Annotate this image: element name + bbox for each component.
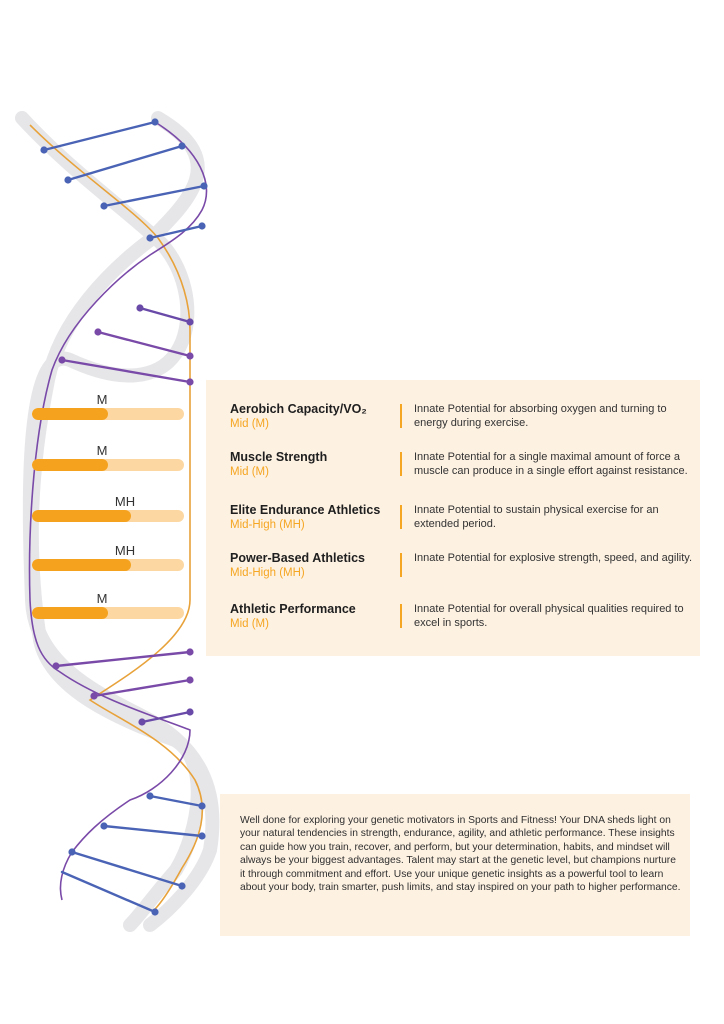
level-bar-fill [32, 408, 108, 420]
trait-name: Power-Based Athletics [230, 551, 365, 565]
level-bar-muscle-strength [32, 443, 184, 483]
trait-description: Innate Potential for explosive strength, speed, and agility. [414, 552, 693, 564]
level-bar-track [32, 559, 184, 571]
level-bar-aerobic [32, 392, 184, 432]
level-bar-letter: M [96, 591, 108, 606]
level-bar-elite-endurance [32, 494, 184, 534]
trait-name: Muscle Strength [230, 450, 328, 464]
level-bar-track [32, 459, 184, 471]
trait-name: Elite Endurance Athletics [230, 503, 381, 517]
trait-divider [400, 404, 402, 428]
trait-divider [400, 604, 402, 628]
level-bar-fill [32, 510, 131, 522]
trait-divider [400, 452, 402, 476]
summary-box [220, 794, 690, 936]
trait-level: Mid-High (MH) [230, 519, 305, 531]
level-bar-fill [32, 459, 108, 471]
trait-name: Aerobich Capacity/VO₂ [230, 402, 367, 416]
trait-level: Mid (M) [230, 418, 269, 430]
trait-description: Innate Potential for a single maximal amount of force a muscle can produce in a single effort against resistance. [414, 451, 688, 477]
trait-level: Mid-High (MH) [230, 567, 305, 579]
level-bar-letter: M [96, 443, 108, 458]
trait-description: Innate Potential to sustain physical exercise for an extended period. [414, 504, 659, 530]
level-bar-letter: M [96, 392, 108, 407]
level-bar-power-based [32, 543, 184, 583]
trait-name: Athletic Performance [230, 602, 356, 616]
trait-divider [400, 553, 402, 577]
trait-level: Mid (M) [230, 466, 269, 478]
summary-text: Well done for exploring your genetic motivators in Sports and Fitness! Your DNA sheds light on your natural tendencies in strength, endurance, agility, and athletic performance. These insights can guide how you train, recover, and perform, but your determination, habits, and mindset will always be your biggest advantages. Talent may start at the genetic level, but champions nurture it through commitment and effort. Use your unique genetic insights as a powerful tool to learn about your body, train smarter, push limits, and stay inspired on your path to higher performance. [240, 815, 681, 894]
trait-level: Mid (M) [230, 618, 269, 630]
level-bar-track [32, 607, 184, 619]
traits-panel [206, 380, 700, 656]
level-bar-fill [32, 559, 131, 571]
trait-divider [400, 505, 402, 529]
level-bar-letter: MH [114, 543, 136, 558]
trait-description: Innate Potential for overall physical qualities required to excel in sports. [414, 603, 684, 629]
level-bar-letter: MH [114, 494, 136, 509]
level-bar-athletic-performance [32, 591, 184, 631]
level-bar-track [32, 408, 184, 420]
level-bar-fill [32, 607, 108, 619]
level-bar-track [32, 510, 184, 522]
trait-description: Innate Potential for absorbing oxygen and turning to energy during exercise. [414, 403, 667, 429]
